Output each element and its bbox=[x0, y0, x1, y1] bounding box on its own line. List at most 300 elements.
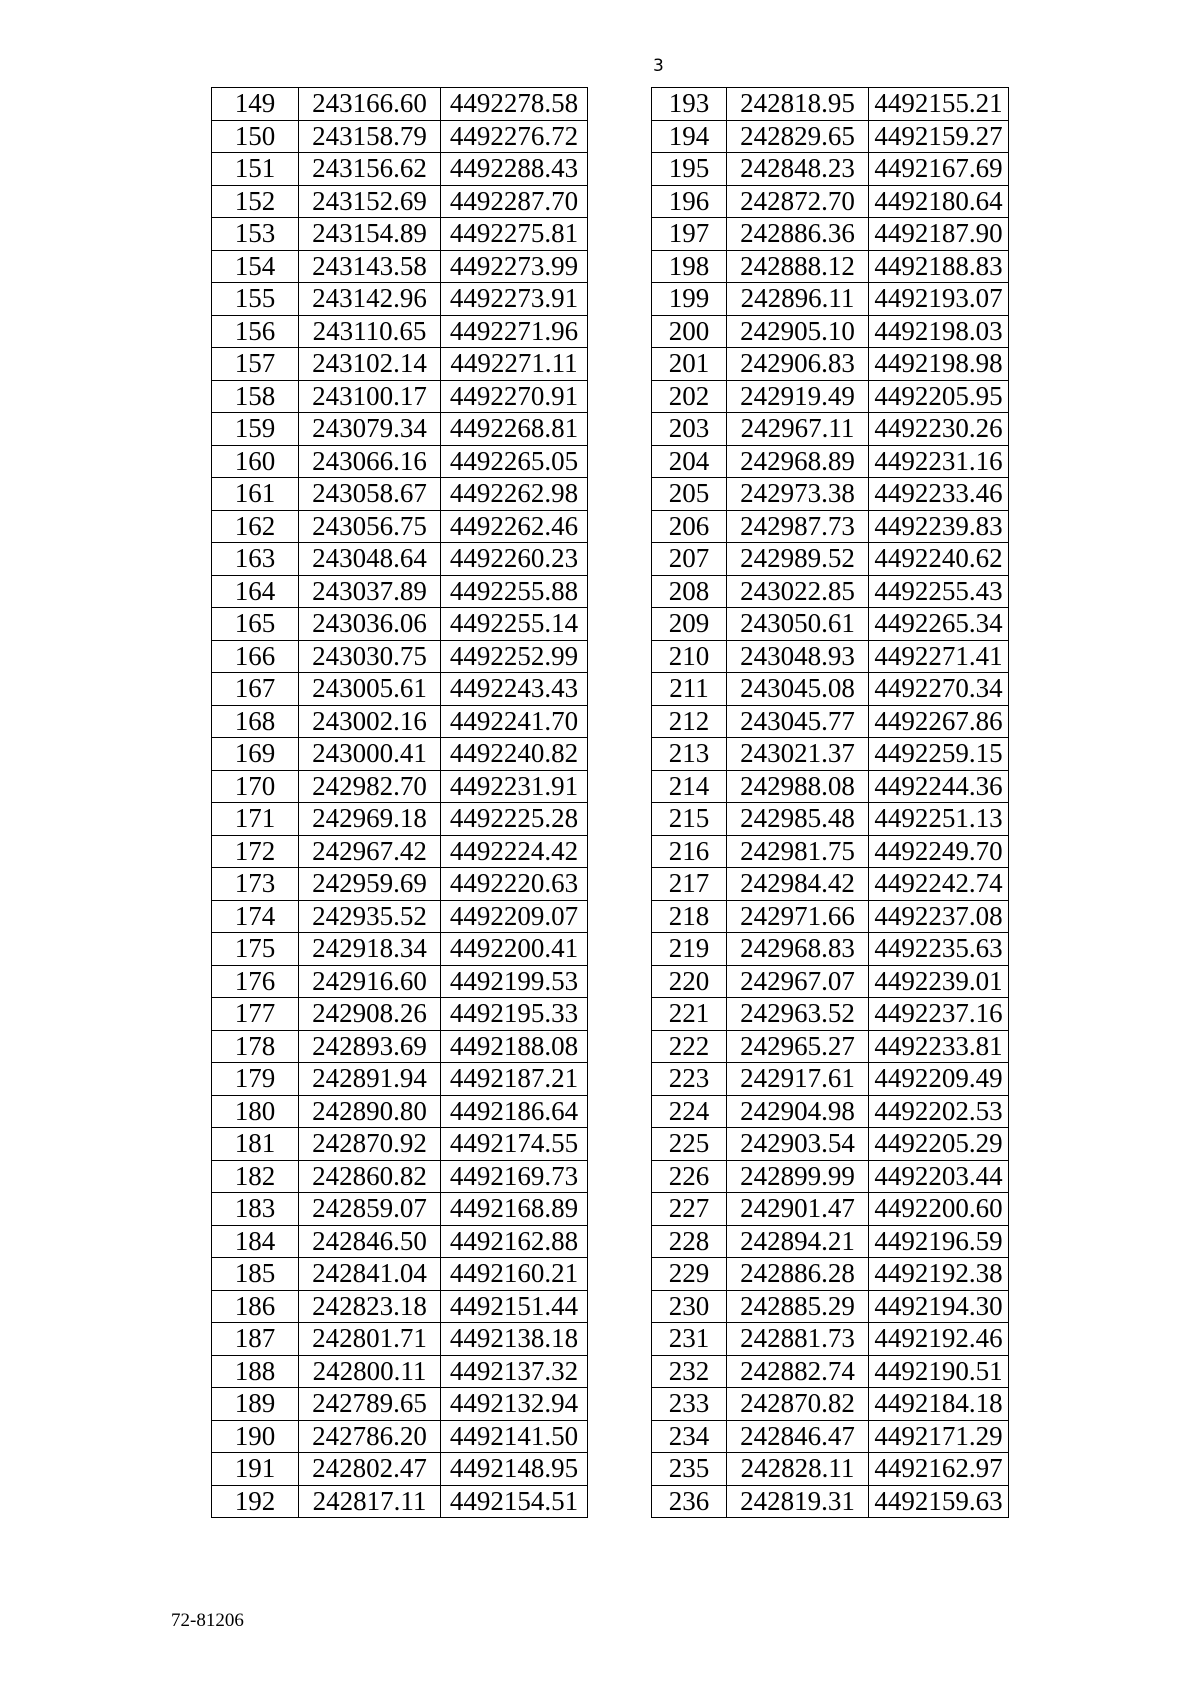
y-coordinate-cell: 4492260.23 bbox=[441, 543, 588, 576]
point-number-cell: 157 bbox=[212, 348, 299, 381]
table-row bbox=[212, 348, 588, 381]
y-coordinate-cell: 4492262.98 bbox=[441, 478, 588, 511]
y-coordinate-cell: 4492155.21 bbox=[869, 88, 1009, 121]
x-coordinate-cell: 243166.60 bbox=[299, 88, 441, 121]
x-coordinate-cell: 242903.54 bbox=[727, 1128, 869, 1161]
x-coordinate-cell: 242841.04 bbox=[299, 1258, 441, 1291]
y-coordinate-cell: 4492273.91 bbox=[441, 283, 588, 316]
x-coordinate-cell: 242859.07 bbox=[299, 1193, 441, 1226]
point-number-cell: 189 bbox=[212, 1388, 299, 1421]
point-number-cell: 154 bbox=[212, 250, 299, 283]
point-number-cell: 231 bbox=[652, 1323, 727, 1356]
y-coordinate-cell: 4492198.03 bbox=[869, 315, 1009, 348]
table-row bbox=[212, 868, 588, 901]
point-number-cell: 152 bbox=[212, 185, 299, 218]
x-coordinate-cell: 243102.14 bbox=[299, 348, 441, 381]
point-number-cell: 188 bbox=[212, 1355, 299, 1388]
point-number-cell: 184 bbox=[212, 1225, 299, 1258]
x-coordinate-cell: 243022.85 bbox=[727, 575, 869, 608]
y-coordinate-cell: 4492237.08 bbox=[869, 900, 1009, 933]
point-number-cell: 226 bbox=[652, 1160, 727, 1193]
point-number-cell: 201 bbox=[652, 348, 727, 381]
point-number-cell: 183 bbox=[212, 1193, 299, 1226]
table-row bbox=[652, 1160, 1009, 1193]
table-row bbox=[212, 608, 588, 641]
y-coordinate-cell: 4492271.41 bbox=[869, 640, 1009, 673]
y-coordinate-cell: 4492268.81 bbox=[441, 413, 588, 446]
y-coordinate-cell: 4492220.63 bbox=[441, 868, 588, 901]
x-coordinate-cell: 242828.11 bbox=[727, 1453, 869, 1486]
point-number-cell: 215 bbox=[652, 803, 727, 836]
y-coordinate-cell: 4492270.91 bbox=[441, 380, 588, 413]
y-coordinate-cell: 4492148.95 bbox=[441, 1453, 588, 1486]
y-coordinate-cell: 4492203.44 bbox=[869, 1160, 1009, 1193]
point-number-cell: 186 bbox=[212, 1290, 299, 1323]
point-number-cell: 159 bbox=[212, 413, 299, 446]
y-coordinate-cell: 4492249.70 bbox=[869, 835, 1009, 868]
point-number-cell: 165 bbox=[212, 608, 299, 641]
point-number-cell: 216 bbox=[652, 835, 727, 868]
y-coordinate-cell: 4492162.97 bbox=[869, 1453, 1009, 1486]
table-row bbox=[212, 1453, 588, 1486]
y-coordinate-cell: 4492270.34 bbox=[869, 673, 1009, 706]
y-coordinate-cell: 4492194.30 bbox=[869, 1290, 1009, 1323]
table-row bbox=[212, 250, 588, 283]
x-coordinate-cell: 243036.06 bbox=[299, 608, 441, 641]
x-coordinate-cell: 242987.73 bbox=[727, 510, 869, 543]
x-coordinate-cell: 242882.74 bbox=[727, 1355, 869, 1388]
y-coordinate-cell: 4492162.88 bbox=[441, 1225, 588, 1258]
table-row bbox=[652, 185, 1009, 218]
y-coordinate-cell: 4492251.13 bbox=[869, 803, 1009, 836]
table-row bbox=[652, 900, 1009, 933]
y-coordinate-cell: 4492184.18 bbox=[869, 1388, 1009, 1421]
point-number-cell: 221 bbox=[652, 998, 727, 1031]
y-coordinate-cell: 4492151.44 bbox=[441, 1290, 588, 1323]
table-row bbox=[212, 315, 588, 348]
table-row bbox=[212, 770, 588, 803]
x-coordinate-cell: 243079.34 bbox=[299, 413, 441, 446]
x-coordinate-cell: 242893.69 bbox=[299, 1030, 441, 1063]
point-number-cell: 173 bbox=[212, 868, 299, 901]
point-number-cell: 210 bbox=[652, 640, 727, 673]
table-row bbox=[212, 510, 588, 543]
y-coordinate-cell: 4492174.55 bbox=[441, 1128, 588, 1161]
y-coordinate-cell: 4492186.64 bbox=[441, 1095, 588, 1128]
point-number-cell: 227 bbox=[652, 1193, 727, 1226]
table-row bbox=[212, 965, 588, 998]
point-number-cell: 230 bbox=[652, 1290, 727, 1323]
point-number-cell: 162 bbox=[212, 510, 299, 543]
table-row bbox=[212, 1128, 588, 1161]
table-row bbox=[652, 120, 1009, 153]
y-coordinate-cell: 4492190.51 bbox=[869, 1355, 1009, 1388]
y-coordinate-cell: 4492255.88 bbox=[441, 575, 588, 608]
x-coordinate-cell: 243143.58 bbox=[299, 250, 441, 283]
y-coordinate-cell: 4492209.49 bbox=[869, 1063, 1009, 1096]
point-number-cell: 169 bbox=[212, 738, 299, 771]
y-coordinate-cell: 4492188.83 bbox=[869, 250, 1009, 283]
y-coordinate-cell: 4492231.16 bbox=[869, 445, 1009, 478]
point-number-cell: 156 bbox=[212, 315, 299, 348]
point-number-cell: 218 bbox=[652, 900, 727, 933]
point-number-cell: 219 bbox=[652, 933, 727, 966]
point-number-cell: 203 bbox=[652, 413, 727, 446]
y-coordinate-cell: 4492171.29 bbox=[869, 1420, 1009, 1453]
x-coordinate-cell: 243030.75 bbox=[299, 640, 441, 673]
point-number-cell: 233 bbox=[652, 1388, 727, 1421]
point-number-cell: 175 bbox=[212, 933, 299, 966]
point-number-cell: 193 bbox=[652, 88, 727, 121]
point-number-cell: 161 bbox=[212, 478, 299, 511]
x-coordinate-cell: 243045.08 bbox=[727, 673, 869, 706]
y-coordinate-cell: 4492141.50 bbox=[441, 1420, 588, 1453]
table-row bbox=[212, 1485, 588, 1518]
x-coordinate-cell: 242894.21 bbox=[727, 1225, 869, 1258]
point-number-cell: 150 bbox=[212, 120, 299, 153]
y-coordinate-cell: 4492271.11 bbox=[441, 348, 588, 381]
y-coordinate-cell: 4492167.69 bbox=[869, 153, 1009, 186]
y-coordinate-cell: 4492205.95 bbox=[869, 380, 1009, 413]
table-row bbox=[652, 640, 1009, 673]
table-row bbox=[212, 1225, 588, 1258]
x-coordinate-cell: 242959.69 bbox=[299, 868, 441, 901]
table-row bbox=[652, 868, 1009, 901]
table-row bbox=[652, 965, 1009, 998]
table-row bbox=[652, 413, 1009, 446]
x-coordinate-cell: 242988.08 bbox=[727, 770, 869, 803]
point-number-cell: 190 bbox=[212, 1420, 299, 1453]
point-number-cell: 172 bbox=[212, 835, 299, 868]
y-coordinate-cell: 4492160.21 bbox=[441, 1258, 588, 1291]
y-coordinate-cell: 4492195.33 bbox=[441, 998, 588, 1031]
y-coordinate-cell: 4492239.01 bbox=[869, 965, 1009, 998]
x-coordinate-cell: 242906.83 bbox=[727, 348, 869, 381]
table-row bbox=[212, 1258, 588, 1291]
y-coordinate-cell: 4492237.16 bbox=[869, 998, 1009, 1031]
x-coordinate-cell: 243000.41 bbox=[299, 738, 441, 771]
y-coordinate-cell: 4492132.94 bbox=[441, 1388, 588, 1421]
point-number-cell: 174 bbox=[212, 900, 299, 933]
table-row bbox=[652, 1290, 1009, 1323]
table-row bbox=[212, 575, 588, 608]
point-number-cell: 213 bbox=[652, 738, 727, 771]
table-row bbox=[212, 120, 588, 153]
point-number-cell: 194 bbox=[652, 120, 727, 153]
x-coordinate-cell: 243058.67 bbox=[299, 478, 441, 511]
x-coordinate-cell: 242823.18 bbox=[299, 1290, 441, 1323]
x-coordinate-cell: 242982.70 bbox=[299, 770, 441, 803]
point-number-cell: 224 bbox=[652, 1095, 727, 1128]
y-coordinate-cell: 4492287.70 bbox=[441, 185, 588, 218]
x-coordinate-cell: 242872.70 bbox=[727, 185, 869, 218]
y-coordinate-cell: 4492196.59 bbox=[869, 1225, 1009, 1258]
x-coordinate-cell: 242916.60 bbox=[299, 965, 441, 998]
point-number-cell: 149 bbox=[212, 88, 299, 121]
y-coordinate-cell: 4492271.96 bbox=[441, 315, 588, 348]
point-number-cell: 185 bbox=[212, 1258, 299, 1291]
point-number-cell: 234 bbox=[652, 1420, 727, 1453]
table-row bbox=[652, 738, 1009, 771]
table-row bbox=[212, 1030, 588, 1063]
x-coordinate-cell: 242848.23 bbox=[727, 153, 869, 186]
y-coordinate-cell: 4492169.73 bbox=[441, 1160, 588, 1193]
x-coordinate-cell: 243154.89 bbox=[299, 218, 441, 251]
table-row bbox=[212, 998, 588, 1031]
y-coordinate-cell: 4492244.36 bbox=[869, 770, 1009, 803]
y-coordinate-cell: 4492239.83 bbox=[869, 510, 1009, 543]
x-coordinate-cell: 243066.16 bbox=[299, 445, 441, 478]
table-row bbox=[652, 1453, 1009, 1486]
table-row bbox=[652, 1193, 1009, 1226]
x-coordinate-cell: 243050.61 bbox=[727, 608, 869, 641]
table-row bbox=[652, 543, 1009, 576]
table-row bbox=[652, 1063, 1009, 1096]
table-row bbox=[652, 1485, 1009, 1518]
point-number-cell: 192 bbox=[212, 1485, 299, 1518]
table-row bbox=[652, 1355, 1009, 1388]
x-coordinate-cell: 242919.49 bbox=[727, 380, 869, 413]
y-coordinate-cell: 4492188.08 bbox=[441, 1030, 588, 1063]
x-coordinate-cell: 242801.71 bbox=[299, 1323, 441, 1356]
table-row bbox=[212, 803, 588, 836]
table-row bbox=[652, 705, 1009, 738]
point-number-cell: 176 bbox=[212, 965, 299, 998]
table-row bbox=[212, 478, 588, 511]
x-coordinate-cell: 242967.11 bbox=[727, 413, 869, 446]
table-row bbox=[212, 283, 588, 316]
table-row bbox=[652, 1420, 1009, 1453]
point-number-cell: 151 bbox=[212, 153, 299, 186]
point-number-cell: 198 bbox=[652, 250, 727, 283]
x-coordinate-cell: 242965.27 bbox=[727, 1030, 869, 1063]
point-number-cell: 236 bbox=[652, 1485, 727, 1518]
x-coordinate-cell: 242886.28 bbox=[727, 1258, 869, 1291]
x-coordinate-cell: 243156.62 bbox=[299, 153, 441, 186]
x-coordinate-cell: 242890.80 bbox=[299, 1095, 441, 1128]
point-number-cell: 196 bbox=[652, 185, 727, 218]
table-row bbox=[212, 900, 588, 933]
x-coordinate-cell: 243005.61 bbox=[299, 673, 441, 706]
x-coordinate-cell: 242967.42 bbox=[299, 835, 441, 868]
page-number: 3 bbox=[653, 56, 664, 76]
table-row bbox=[212, 835, 588, 868]
x-coordinate-cell: 242802.47 bbox=[299, 1453, 441, 1486]
table-row bbox=[212, 88, 588, 121]
x-coordinate-cell: 242984.42 bbox=[727, 868, 869, 901]
point-number-cell: 191 bbox=[212, 1453, 299, 1486]
table-row bbox=[212, 218, 588, 251]
document-code: 72-81206 bbox=[171, 1610, 244, 1631]
point-number-cell: 200 bbox=[652, 315, 727, 348]
y-coordinate-cell: 4492199.53 bbox=[441, 965, 588, 998]
table-row bbox=[212, 1095, 588, 1128]
y-coordinate-cell: 4492240.82 bbox=[441, 738, 588, 771]
table-row bbox=[652, 250, 1009, 283]
x-coordinate-cell: 243158.79 bbox=[299, 120, 441, 153]
y-coordinate-cell: 4492275.81 bbox=[441, 218, 588, 251]
y-coordinate-cell: 4492137.32 bbox=[441, 1355, 588, 1388]
x-coordinate-cell: 242935.52 bbox=[299, 900, 441, 933]
x-coordinate-cell: 242885.29 bbox=[727, 1290, 869, 1323]
point-number-cell: 166 bbox=[212, 640, 299, 673]
point-number-cell: 228 bbox=[652, 1225, 727, 1258]
y-coordinate-cell: 4492242.74 bbox=[869, 868, 1009, 901]
point-number-cell: 205 bbox=[652, 478, 727, 511]
y-coordinate-cell: 4492252.99 bbox=[441, 640, 588, 673]
point-number-cell: 209 bbox=[652, 608, 727, 641]
y-coordinate-cell: 4492235.63 bbox=[869, 933, 1009, 966]
table-row bbox=[652, 933, 1009, 966]
table-row bbox=[652, 835, 1009, 868]
x-coordinate-cell: 242886.36 bbox=[727, 218, 869, 251]
x-coordinate-cell: 242967.07 bbox=[727, 965, 869, 998]
y-coordinate-cell: 4492243.43 bbox=[441, 673, 588, 706]
table-row bbox=[212, 673, 588, 706]
point-number-cell: 187 bbox=[212, 1323, 299, 1356]
x-coordinate-cell: 243021.37 bbox=[727, 738, 869, 771]
point-number-cell: 155 bbox=[212, 283, 299, 316]
point-number-cell: 214 bbox=[652, 770, 727, 803]
point-number-cell: 195 bbox=[652, 153, 727, 186]
table-row bbox=[652, 803, 1009, 836]
point-number-cell: 160 bbox=[212, 445, 299, 478]
table-row bbox=[212, 413, 588, 446]
point-number-cell: 163 bbox=[212, 543, 299, 576]
x-coordinate-cell: 242985.48 bbox=[727, 803, 869, 836]
x-coordinate-cell: 242817.11 bbox=[299, 1485, 441, 1518]
table-row bbox=[212, 1388, 588, 1421]
table-row bbox=[652, 218, 1009, 251]
x-coordinate-cell: 242789.65 bbox=[299, 1388, 441, 1421]
y-coordinate-cell: 4492262.46 bbox=[441, 510, 588, 543]
x-coordinate-cell: 242829.65 bbox=[727, 120, 869, 153]
point-number-cell: 158 bbox=[212, 380, 299, 413]
table-row bbox=[212, 705, 588, 738]
point-number-cell: 170 bbox=[212, 770, 299, 803]
x-coordinate-cell: 242846.47 bbox=[727, 1420, 869, 1453]
x-coordinate-cell: 243037.89 bbox=[299, 575, 441, 608]
x-coordinate-cell: 242899.99 bbox=[727, 1160, 869, 1193]
x-coordinate-cell: 243100.17 bbox=[299, 380, 441, 413]
x-coordinate-cell: 243142.96 bbox=[299, 283, 441, 316]
table-row bbox=[652, 1258, 1009, 1291]
y-coordinate-cell: 4492198.98 bbox=[869, 348, 1009, 381]
y-coordinate-cell: 4492240.62 bbox=[869, 543, 1009, 576]
x-coordinate-cell: 242870.82 bbox=[727, 1388, 869, 1421]
y-coordinate-cell: 4492255.43 bbox=[869, 575, 1009, 608]
point-number-cell: 206 bbox=[652, 510, 727, 543]
point-number-cell: 220 bbox=[652, 965, 727, 998]
x-coordinate-cell: 243152.69 bbox=[299, 185, 441, 218]
x-coordinate-cell: 242818.95 bbox=[727, 88, 869, 121]
y-coordinate-cell: 4492241.70 bbox=[441, 705, 588, 738]
table-row bbox=[652, 1323, 1009, 1356]
y-coordinate-cell: 4492154.51 bbox=[441, 1485, 588, 1518]
y-coordinate-cell: 4492273.99 bbox=[441, 250, 588, 283]
y-coordinate-cell: 4492209.07 bbox=[441, 900, 588, 933]
table-row bbox=[652, 575, 1009, 608]
point-number-cell: 197 bbox=[652, 218, 727, 251]
x-coordinate-cell: 243048.64 bbox=[299, 543, 441, 576]
table-row bbox=[652, 608, 1009, 641]
point-number-cell: 178 bbox=[212, 1030, 299, 1063]
table-row bbox=[212, 1420, 588, 1453]
x-coordinate-cell: 243048.93 bbox=[727, 640, 869, 673]
y-coordinate-cell: 4492267.86 bbox=[869, 705, 1009, 738]
y-coordinate-cell: 4492205.29 bbox=[869, 1128, 1009, 1161]
y-coordinate-cell: 4492159.27 bbox=[869, 120, 1009, 153]
table-row bbox=[652, 1225, 1009, 1258]
x-coordinate-cell: 242963.52 bbox=[727, 998, 869, 1031]
x-coordinate-cell: 242989.52 bbox=[727, 543, 869, 576]
y-coordinate-cell: 4492159.63 bbox=[869, 1485, 1009, 1518]
point-number-cell: 225 bbox=[652, 1128, 727, 1161]
point-number-cell: 179 bbox=[212, 1063, 299, 1096]
point-number-cell: 207 bbox=[652, 543, 727, 576]
coordinates-table-left-body bbox=[212, 88, 588, 1518]
point-number-cell: 223 bbox=[652, 1063, 727, 1096]
point-number-cell: 171 bbox=[212, 803, 299, 836]
y-coordinate-cell: 4492255.14 bbox=[441, 608, 588, 641]
y-coordinate-cell: 4492187.90 bbox=[869, 218, 1009, 251]
x-coordinate-cell: 242870.92 bbox=[299, 1128, 441, 1161]
point-number-cell: 211 bbox=[652, 673, 727, 706]
table-row bbox=[652, 315, 1009, 348]
x-coordinate-cell: 242908.26 bbox=[299, 998, 441, 1031]
table-row bbox=[652, 1128, 1009, 1161]
x-coordinate-cell: 242905.10 bbox=[727, 315, 869, 348]
x-coordinate-cell: 242969.18 bbox=[299, 803, 441, 836]
y-coordinate-cell: 4492192.38 bbox=[869, 1258, 1009, 1291]
x-coordinate-cell: 242860.82 bbox=[299, 1160, 441, 1193]
x-coordinate-cell: 242881.73 bbox=[727, 1323, 869, 1356]
point-number-cell: 164 bbox=[212, 575, 299, 608]
point-number-cell: 222 bbox=[652, 1030, 727, 1063]
table-row bbox=[652, 380, 1009, 413]
table-row bbox=[652, 998, 1009, 1031]
point-number-cell: 212 bbox=[652, 705, 727, 738]
point-number-cell: 181 bbox=[212, 1128, 299, 1161]
table-row bbox=[212, 1193, 588, 1226]
table-row bbox=[652, 1030, 1009, 1063]
coordinates-table-left bbox=[211, 87, 588, 1518]
y-coordinate-cell: 4492202.53 bbox=[869, 1095, 1009, 1128]
point-number-cell: 167 bbox=[212, 673, 299, 706]
y-coordinate-cell: 4492200.60 bbox=[869, 1193, 1009, 1226]
table-row bbox=[652, 1095, 1009, 1128]
y-coordinate-cell: 4492265.34 bbox=[869, 608, 1009, 641]
x-coordinate-cell: 242968.89 bbox=[727, 445, 869, 478]
x-coordinate-cell: 242968.83 bbox=[727, 933, 869, 966]
table-row bbox=[212, 445, 588, 478]
x-coordinate-cell: 242891.94 bbox=[299, 1063, 441, 1096]
table-row bbox=[212, 380, 588, 413]
y-coordinate-cell: 4492138.18 bbox=[441, 1323, 588, 1356]
table-row bbox=[212, 1160, 588, 1193]
table-row bbox=[652, 88, 1009, 121]
y-coordinate-cell: 4492192.46 bbox=[869, 1323, 1009, 1356]
table-row bbox=[212, 185, 588, 218]
y-coordinate-cell: 4492276.72 bbox=[441, 120, 588, 153]
point-number-cell: 182 bbox=[212, 1160, 299, 1193]
x-coordinate-cell: 242904.98 bbox=[727, 1095, 869, 1128]
x-coordinate-cell: 242888.12 bbox=[727, 250, 869, 283]
y-coordinate-cell: 4492233.46 bbox=[869, 478, 1009, 511]
x-coordinate-cell: 243002.16 bbox=[299, 705, 441, 738]
table-row bbox=[212, 1063, 588, 1096]
table-row bbox=[652, 673, 1009, 706]
